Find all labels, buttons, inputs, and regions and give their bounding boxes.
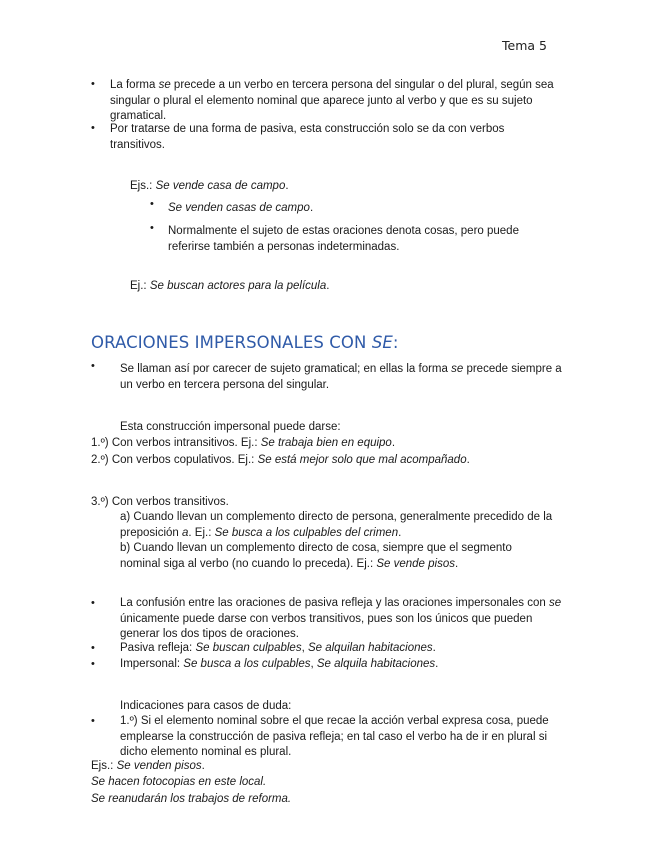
pasiva-refleja-examples	[120, 641, 436, 656]
text: a) Cuando llevan un complemento directo de persona, generalmente precedido de la preposición	[120, 511, 553, 539]
paragraph-confusion	[120, 596, 570, 643]
heading-text: ORACIONES IMPERSONALES CON	[91, 333, 372, 352]
example-text: Se venden pisos	[116, 760, 202, 772]
paragraph-impersonal-def	[120, 362, 570, 393]
text-italic: se	[158, 79, 171, 91]
bullet-icon: •	[91, 715, 95, 727]
text: .	[435, 658, 439, 670]
text-italic: se	[451, 363, 464, 375]
example-text: Se reanudarán los trabajos de reforma.	[91, 793, 292, 805]
bullet-icon: •	[150, 222, 154, 234]
text: La confusión entre las oraciones de pasiva refleja y las oraciones impersonales con	[120, 597, 549, 609]
bullet-icon: •	[91, 658, 95, 670]
text: .	[466, 454, 470, 466]
text-italic: a	[182, 526, 189, 539]
example-text: Se trabaja bien en equipo	[260, 437, 392, 449]
bullet-icon: •	[91, 597, 95, 609]
paragraph-pasiva-refleja-2: Por tratarse de una forma de pasiva, esta construcción solo se da con verbos transitivos.	[110, 123, 505, 151]
text: Impersonal:	[120, 658, 184, 670]
text: b) Cuando llevan un complemento directo de cosa, siempre que el segmento nominal siga al verbo (no cuando lo preceda). Ej.:	[120, 542, 512, 570]
text: .	[432, 642, 436, 654]
paragraph-pasiva-refleja-1	[110, 78, 572, 125]
impersonal-examples	[120, 657, 438, 672]
bullet-icon: •	[91, 78, 95, 90]
text: ,	[310, 658, 317, 670]
text: La forma	[110, 79, 159, 91]
example-text: Se busca a los culpables del crimen	[214, 526, 399, 539]
example-line-1	[130, 179, 289, 194]
text-italic: se	[548, 597, 562, 609]
text: 2.º) Con verbos copulativos. Ej.:	[91, 454, 258, 466]
text: Ej.:	[130, 280, 150, 292]
bullet-icon: •	[91, 122, 95, 134]
text: .	[285, 180, 289, 192]
text: .	[398, 526, 402, 539]
example-line-5	[91, 792, 291, 807]
example-line-2	[130, 279, 329, 294]
list-item-3b	[120, 541, 540, 572]
bullet-icon: •	[150, 198, 154, 210]
paragraph-indicacion-1: 1.º) Si el elemento nominal sobre el que recae la acción verbal expresa cosa, puede emplearse la construcción de pasiva refleja; en tal caso el verbo ha de ir en plural si dicho elemento nominal es plural.	[120, 715, 549, 758]
page-header-tema: Tema 5	[502, 38, 547, 53]
text: .	[454, 557, 459, 570]
text: Se llaman así por carecer de sujeto gramatical; en ellas la forma	[120, 363, 452, 375]
text: Ejs.:	[91, 760, 117, 772]
bullet-icon: •	[91, 642, 95, 654]
list-item-3a	[120, 510, 568, 541]
example-line-3	[91, 759, 205, 774]
sub-bullet-example	[168, 201, 313, 216]
example-text: Se alquilan habitaciones	[307, 642, 433, 654]
text: .	[391, 437, 396, 449]
text: Ejs.:	[130, 180, 156, 192]
text: .	[201, 760, 205, 772]
list-item-2	[91, 453, 470, 468]
example-text: Se buscan culpables	[195, 642, 302, 654]
text: precede a un verbo en tercera persona del singular o del plural, según sea singular o plural el elemento nominal que aparece junto al verbo y que es su sujeto gramatical.	[110, 79, 554, 122]
heading-text: :	[392, 333, 399, 352]
list-item-1	[91, 436, 395, 451]
text: . Ej.:	[188, 526, 215, 539]
heading-italic: SE	[371, 333, 393, 352]
text: .	[326, 280, 330, 292]
example-text: Se vende pisos	[376, 557, 455, 570]
sub-bullet-paragraph: Normalmente el sujeto de estas oraciones denota cosas, pero puede referirse también a personas indeterminadas.	[168, 225, 519, 253]
indicaciones-title: Indicaciones para casos de duda:	[120, 700, 292, 712]
text: ,	[301, 642, 308, 654]
text: únicamente puede darse con verbos transitivos, pues son los únicos que pueden generar los dos tipos de oraciones.	[120, 612, 533, 640]
text: Pasiva refleja:	[120, 642, 196, 654]
intro-line: Esta construcción impersonal puede darse:	[120, 421, 341, 433]
example-line-4	[91, 775, 266, 790]
example-text: Se alquila habitaciones	[316, 658, 436, 670]
example-text: Se hacen fotocopias en este local.	[91, 776, 267, 788]
text: .	[309, 202, 314, 214]
example-text: Se está mejor solo que mal acompañado	[257, 454, 467, 466]
example-text: Se venden casas de campo	[168, 202, 310, 214]
example-text: Se busca a los culpables	[183, 658, 311, 670]
example-text: Se vende casa de campo	[155, 180, 286, 192]
text: precede siempre a un verbo en tercera persona del singular.	[120, 363, 562, 391]
bullet-icon: •	[91, 360, 95, 372]
list-item-3: 3.º) Con verbos transitivos.	[91, 496, 229, 508]
text: 1.º) Con verbos intransitivos. Ej.:	[91, 437, 261, 449]
section-heading	[91, 333, 399, 352]
example-text: Se buscan actores para la película	[149, 280, 327, 292]
